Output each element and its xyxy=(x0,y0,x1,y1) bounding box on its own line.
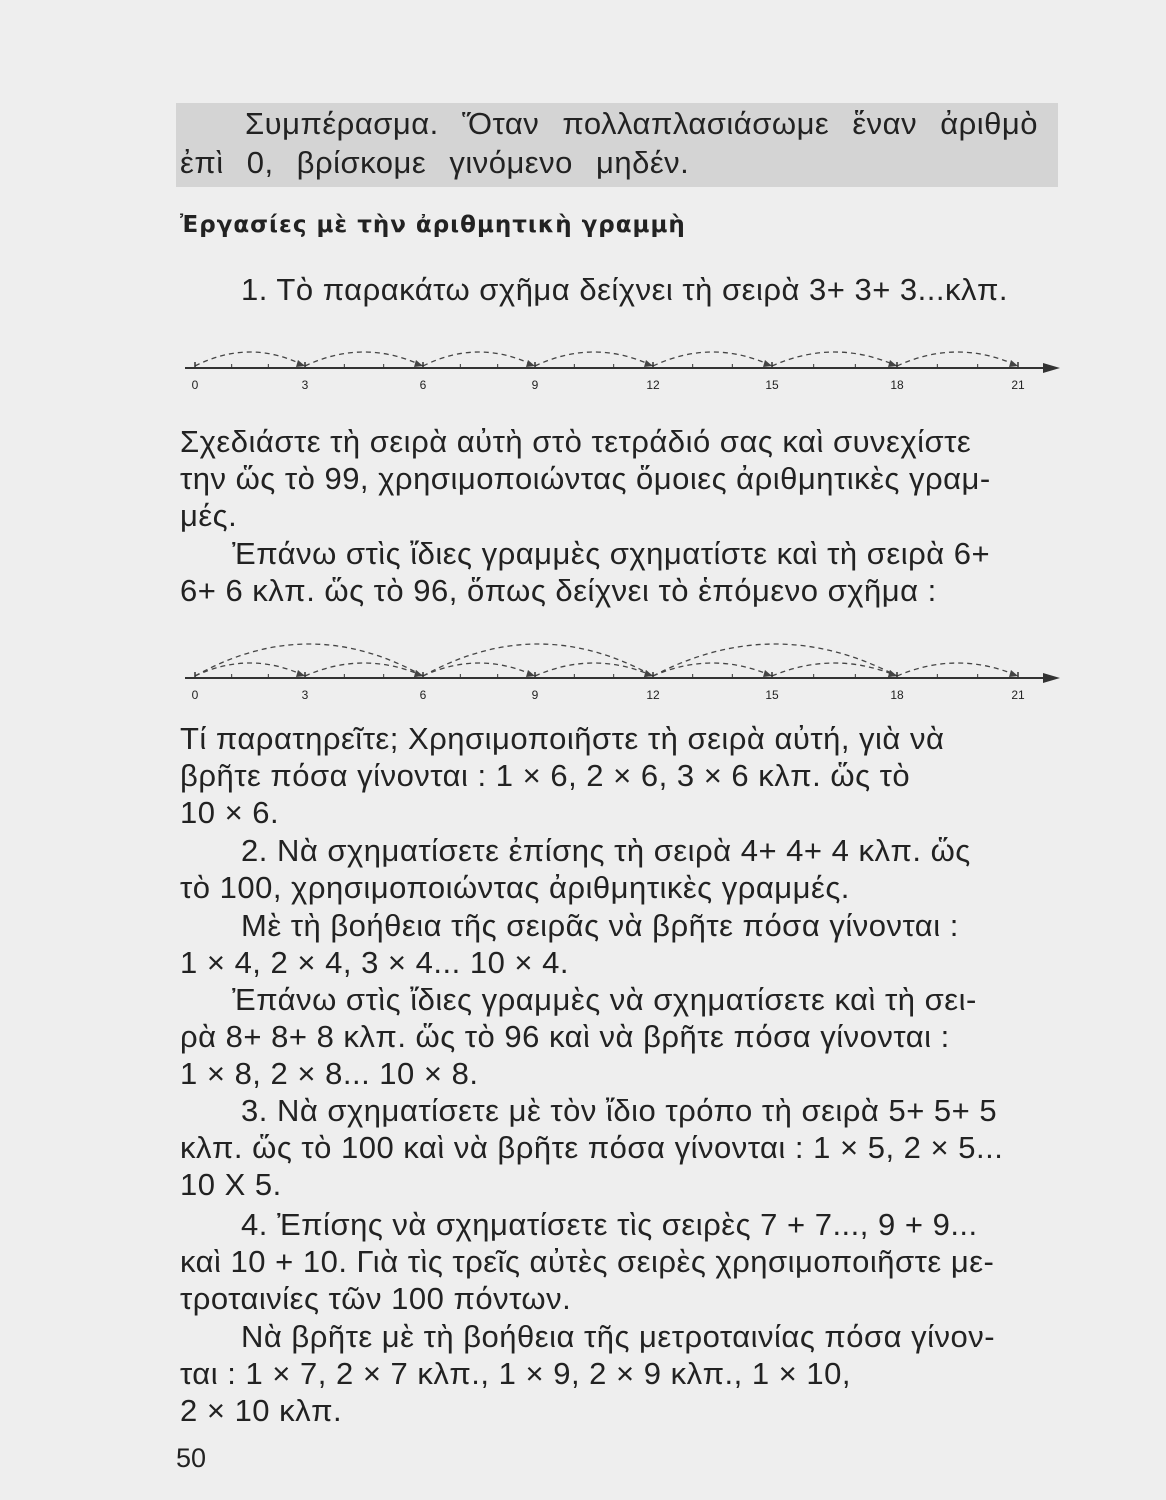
exercise-1-para-3-line-1: Τί παρατηρεῖτε; Χρησιμοποιῆστε τὴ σειρὰ αὐτή, γιὰ νὰ xyxy=(180,721,945,756)
jump-arc xyxy=(423,352,535,366)
tick-label: 18 xyxy=(890,688,904,702)
arc-arrowhead-icon xyxy=(1009,360,1018,367)
section-heading: Ἐργασίες μὲ τὴν ἀριθμητικὴ γραμμὴ xyxy=(180,212,686,238)
exercise-1-para-3-line-2: βρῆτε πόσα γίνονται : 1 × 6, 2 × 6, 3 × 6 κλπ. ὥς τὸ xyxy=(180,758,911,793)
tick-label: 15 xyxy=(765,378,779,392)
exercise-3-line-1: 3. Νὰ σχηματίσετε μὲ τὸν ἴδιο τρόπο τὴ σειρὰ 5+ 5+ 5 xyxy=(241,1093,998,1128)
jump-arc xyxy=(653,644,897,676)
exercise-1-para-1-line-3: μές. xyxy=(180,498,238,533)
jump-arc xyxy=(423,644,653,676)
arc-arrowhead-icon xyxy=(888,360,897,367)
jump-arc xyxy=(195,644,423,676)
exercise-2-line-6: ρὰ 8+ 8+ 8 κλπ. ὥς τὸ 96 καὶ νὰ βρῆτε πόσα γίνονται : xyxy=(180,1019,950,1054)
jump-arc xyxy=(535,352,653,366)
exercise-2-line-5: Ἐπάνω στὶς ἴδιες γραμμὲς νὰ σχηματίσετε καὶ τὴ σει- xyxy=(232,982,977,1017)
tick-label: 0 xyxy=(191,688,199,702)
arc-arrowhead-icon xyxy=(644,670,653,677)
conclusion-line-2: ἐπὶ 0, βρίσκομε γινόμενο μηδέν. xyxy=(180,145,690,180)
exercise-2-line-1: 2. Νὰ σχηματίσετε ἐπίσης τὴ σειρὰ 4+ 4+ 4 κλπ. ὥς xyxy=(241,833,971,868)
jump-arc xyxy=(772,663,897,676)
arc-arrowhead-icon xyxy=(763,360,772,367)
exercise-4-line-2: καὶ 10 + 10. Γιὰ τὶς τρεῖς αὐτὲς σειρὲς χρησιμοποιῆστε με- xyxy=(180,1244,995,1279)
conclusion-line-1: Συμπέρασμα. Ὅταν πολλαπλασιάσωμε ἕναν ἀριθμὸ xyxy=(245,106,1038,141)
exercise-1-para-1-line-2: την ὥς τὸ 99, χρησιμοποιώντας ὅμοιες ἀριθμητικὲς γραμ- xyxy=(180,461,991,496)
exercise-2-line-4: 1 × 4, 2 × 4, 3 × 4... 10 × 4. xyxy=(180,945,569,980)
tick-label: 18 xyxy=(890,378,904,392)
arc-arrowhead-icon xyxy=(414,360,423,367)
tick-label: 12 xyxy=(646,378,660,392)
jump-arc xyxy=(772,352,897,366)
jump-arcs-3 xyxy=(195,663,1018,677)
tick-label: 9 xyxy=(531,688,539,702)
exercise-1-para-1-line-1: Σχεδιάστε τὴ σειρὰ αὐτὴ στὸ τετράδιό σας καὶ συνεχίστε xyxy=(180,424,972,459)
axis-arrow-icon xyxy=(1043,363,1060,373)
jump-arc xyxy=(653,352,772,366)
exercise-3-line-2: κλπ. ὥς τὸ 100 καὶ νὰ βρῆτε πόσα γίνονται : 1 × 5, 2 × 5... xyxy=(180,1130,1004,1165)
arc-arrowhead-icon xyxy=(296,670,305,677)
exercise-4-line-4: Νὰ βρῆτε μὲ τὴ βοήθεια τῆς μετροταινίας πόσα γίνον- xyxy=(241,1319,996,1354)
tick-label: 3 xyxy=(301,688,309,702)
exercise-2-line-7: 1 × 8, 2 × 8... 10 × 8. xyxy=(180,1056,479,1091)
arc-arrowhead-icon xyxy=(296,360,305,367)
exercise-1-intro: 1. Τὸ παρακάτω σχῆμα δείχνει τὴ σειρὰ 3+ 3+ 3...κλπ. xyxy=(241,272,1008,307)
exercise-2-line-2: τὸ 100, χρησιμοποιώντας ἀριθμητικὲς γραμμές. xyxy=(180,870,850,905)
exercise-1-para-2-line-1: Ἐπάνω στὶς ἴδιες γραμμὲς σχηματίστε καὶ τὴ σειρὰ 6+ xyxy=(232,536,991,571)
jump-arc xyxy=(195,352,305,366)
arc-arrowhead-icon xyxy=(888,670,897,677)
exercise-1-para-2-line-2: 6+ 6 κλπ. ὥς τὸ 96, ὅπως δείχνει τὸ ἑπόμενο σχῆμα : xyxy=(180,573,937,608)
jump-arc xyxy=(195,663,305,676)
jump-arc xyxy=(897,663,1018,676)
tick-label: 0 xyxy=(191,378,199,392)
tick-label: 9 xyxy=(531,378,539,392)
tick-label: 6 xyxy=(419,378,427,392)
tick-label: 3 xyxy=(301,378,309,392)
exercise-2-line-3: Μὲ τὴ βοήθεια τῆς σειρᾶς νὰ βρῆτε πόσα γίνονται : xyxy=(241,908,959,943)
tick-label: 21 xyxy=(1011,688,1025,702)
number-line-series-3-and-6 xyxy=(175,606,1065,706)
arc-arrowhead-icon xyxy=(526,360,535,367)
jump-arcs-3 xyxy=(195,352,1018,367)
arc-arrowhead-icon xyxy=(526,670,535,677)
jump-arc xyxy=(535,663,653,676)
exercise-4-line-3: τροταινίες τῶν 100 πόντων. xyxy=(180,1281,572,1316)
axis-arrow-icon xyxy=(1043,673,1060,683)
exercise-1-para-3-line-3: 10 × 6. xyxy=(180,795,280,830)
exercise-3-line-3: 10 X 5. xyxy=(180,1167,282,1202)
jump-arc xyxy=(305,352,423,366)
number-line-series-3 xyxy=(175,332,1065,398)
exercise-4-line-5: ται : 1 × 7, 2 × 7 κλπ., 1 × 9, 2 × 9 κλπ., 1 × 10, xyxy=(180,1356,851,1391)
jump-arc xyxy=(653,663,772,676)
arc-arrowhead-icon xyxy=(1009,670,1018,677)
tick-label: 21 xyxy=(1011,378,1025,392)
exercise-4-line-1: 4. Ἐπίσης νὰ σχηματίσετε τὶς σειρὲς 7 + 7..., 9 + 9... xyxy=(241,1207,978,1242)
tick-label: 12 xyxy=(646,688,660,702)
exercise-4-line-6: 2 × 10 κλπ. xyxy=(180,1393,343,1428)
arc-arrowhead-icon xyxy=(414,670,423,677)
jump-arc xyxy=(305,663,423,676)
jump-arc xyxy=(897,352,1018,366)
arc-arrowhead-icon xyxy=(763,670,772,677)
tick-label: 15 xyxy=(765,688,779,702)
arc-arrowhead-icon xyxy=(644,360,653,367)
jump-arc xyxy=(423,663,535,676)
tick-label: 6 xyxy=(419,688,427,702)
page-number: 50 xyxy=(176,1443,207,1473)
